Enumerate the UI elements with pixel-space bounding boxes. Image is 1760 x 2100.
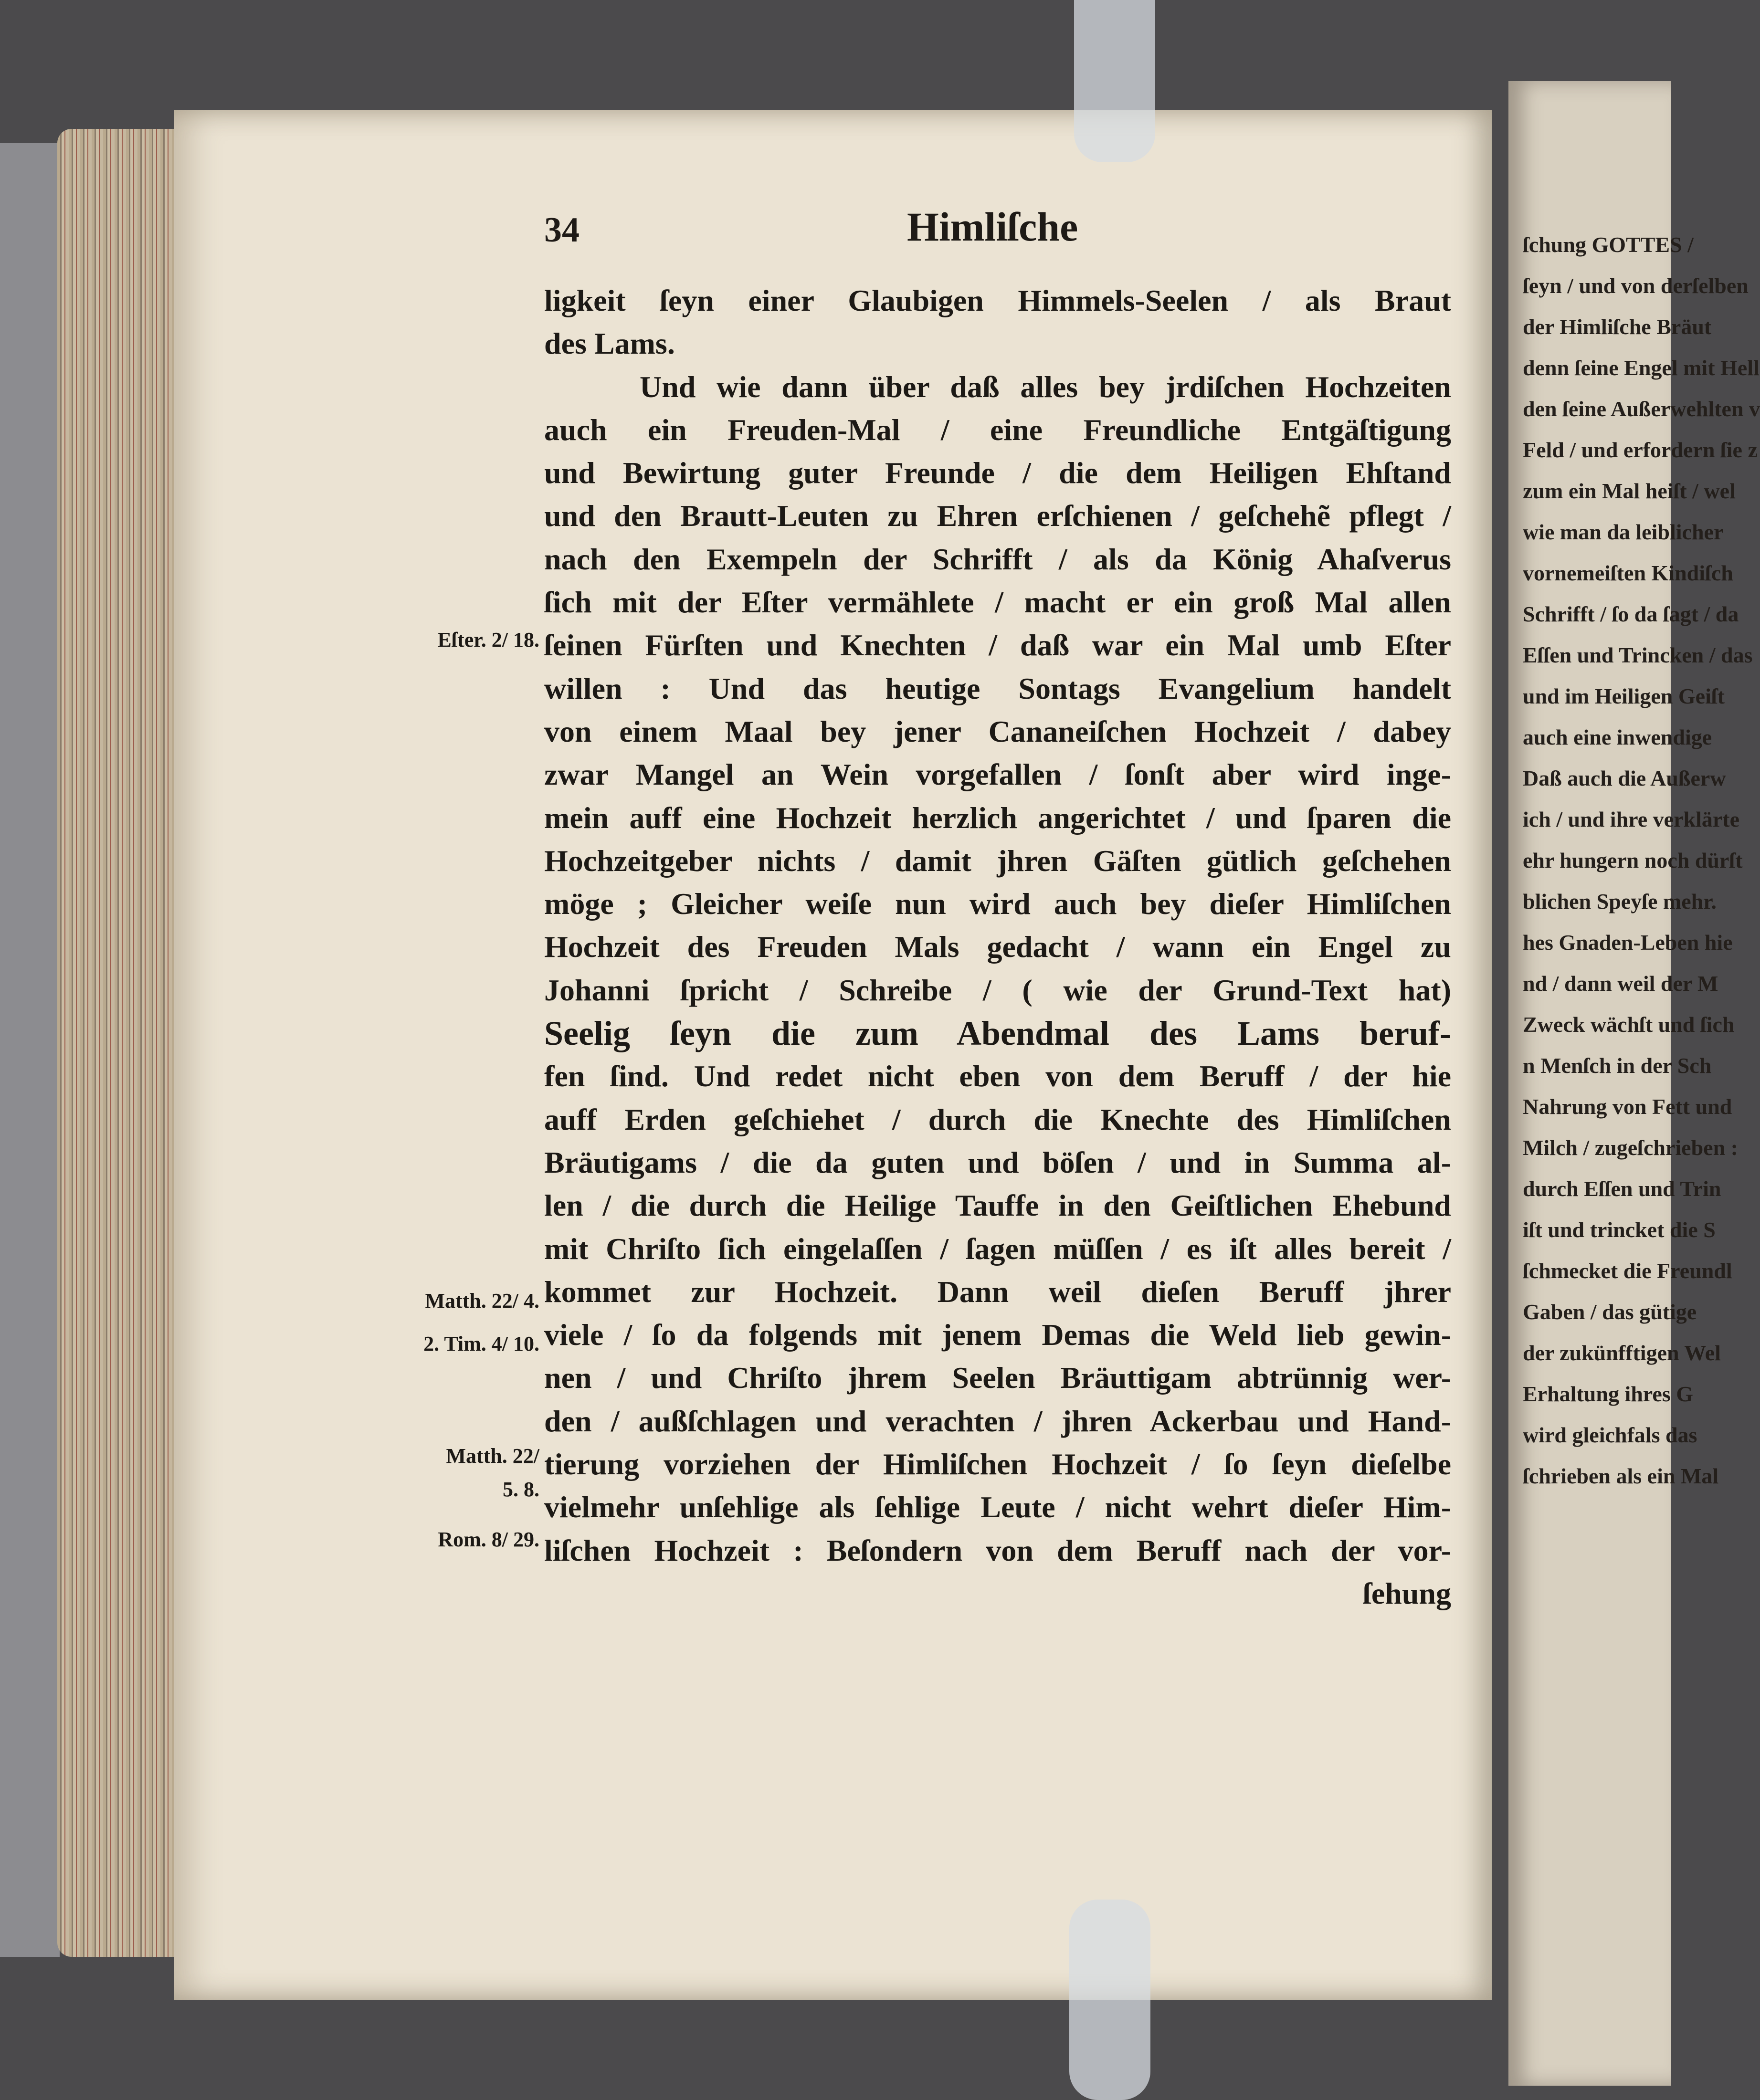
text-line: hes Gnaden-Leben hie [1523,930,1733,955]
text-line: zwar Mangel an Wein vorgefallen / ſonſt aber wird inge- [544,757,1451,792]
text-line: nen / und Chriſto jhrem Seelen Bräuttigam abtrünnig wer- [544,1361,1451,1395]
text-line: liſchen Hochzeit : Beſondern von dem Beruff nach der vor- [544,1533,1451,1567]
text-line: Schrifft / ſo da ſagt / da [1523,602,1739,626]
text-line: Hochzeit des Freuden Mals gedacht / wann ein Engel zu [544,930,1451,964]
text-line: Milch / zugeſchrieben : [1523,1135,1738,1160]
text-line: tierung vorziehen der Himliſchen Hochzeit / ſo ſeyn dieſelbe [544,1447,1451,1481]
text-line: möge ; Gleicher weiſe nun wird auch bey dieſer Himliſchen [544,887,1451,921]
text-line: Daß auch die Außerw [1523,766,1726,790]
text-line: viele / ſo da folgends mit jenem Demas die Weld lieb gewin- [544,1318,1451,1352]
text-line: Gaben / das gütige [1523,1300,1697,1324]
running-head: Himliſche [907,204,1078,250]
margin-note: Matth. 22/ [446,1444,539,1468]
text-line: ich / und ihre verklärte [1523,807,1740,831]
page-holder-clip-bottom [1069,1900,1150,2100]
facing-page-text [1523,224,1760,1497]
text-line: vornemeiſten Kindiſch [1523,561,1733,585]
text-line: iſt und trincket die S [1523,1218,1716,1242]
text-line: Und wie dann über daß alles bey jrdiſchen Hochzeiten [640,369,1451,404]
text-line: nach den Exempeln der Schrifft / als da König Ahaſverus [544,542,1451,576]
text-line: auch eine inwendige [1523,725,1712,749]
margin-note: 5. 8. [503,1478,539,1501]
text-line: Bräutigams / die da guten und böſen / und in Summa al- [544,1145,1451,1179]
book-page-edges [57,129,181,1957]
text-line: und im Heiligen Geiſt [1523,684,1725,708]
text-line: des Lams. [544,326,675,361]
margin-note: Rom. 8/ 29. [438,1528,539,1551]
text-line: der Himliſche Bräut [1523,315,1712,339]
page-body-text [544,279,1451,1615]
scanner-background-strip [0,143,60,1957]
text-line: Hochzeitgeber nichts / damit jhren Gäſten gütlich geſchehen [544,843,1451,878]
text-line: Feld / und erfordern ſie z [1523,438,1758,462]
text-line: len / die durch die Heilige Tauffe in den Geiſtlichen Ehebund [544,1188,1451,1223]
text-line: auch ein Freuden-Mal / eine Freundliche Entgäſtigung [544,412,1451,447]
text-line: n Menſch in der Sch [1523,1053,1712,1078]
text-line: ehr hungern noch dürſt [1523,848,1743,872]
text-line: und Bewirtung guter Freunde / die dem Heiligen Ehſtand [544,456,1451,490]
text-line: kommet zur Hochzeit. Dann weil dieſen Beruff jhrer [544,1274,1451,1309]
text-line: ſich mit der Eſter vermählete / macht er ein groß Mal allen [544,585,1451,620]
text-line: auff Erden geſchiehet / durch die Knechte des Himliſchen [544,1102,1451,1136]
text-line: mit Chriſto ſich eingelaſſen / ſagen müſſen / es iſt alles bereit / [544,1231,1451,1266]
text-line: willen : Und das heutige Sontags Evangelium handelt [544,671,1451,705]
text-line: vielmehr unſehlige als ſehlige Leute / nicht wehrt dieſer Him- [544,1490,1451,1524]
page-holder-clip-top [1074,0,1155,162]
text-line: ſchmecket die Freundl [1523,1259,1732,1283]
text-line: ſeinen Fürſten und Knechten / daß war ein Mal umb Eſter [544,628,1451,662]
text-line: von einem Maal bey jener Cananeiſchen Hochzeit / dabey [544,714,1451,748]
text-line: ſeyn / und von derſelben [1523,273,1749,298]
text-line: nd / dann weil der M [1523,971,1718,996]
text-line: Seelig ſeyn die zum Abendmal des Lams beruf- [544,1014,1451,1053]
text-line: denn ſeine Engel mit Hell [1523,356,1760,380]
margin-note: 2. Tim. 4/ 10. [423,1332,539,1355]
margin-note: Eſter. 2/ 18. [437,628,539,651]
text-line: Johanni ſpricht / Schreibe / ( wie der Grund-Text hat) [544,973,1451,1007]
text-line: den ſeine Außerwehlten v [1523,397,1760,421]
margin-note: Matth. 22/ 4. [425,1289,539,1312]
book-page-right [1508,81,1760,2086]
text-line: zum ein Mal heiſt / wel [1523,479,1736,503]
page-number: 34 [544,210,580,250]
text-line: Erhaltung ihres G [1523,1382,1693,1406]
catchword: ſehung [1363,1576,1451,1610]
text-line: Nahrung von Fett und [1523,1094,1732,1119]
text-line: Zweck wächſt und ſich [1523,1012,1735,1037]
text-line: ſchung GOTTES / [1523,232,1694,257]
text-line: der zukünfftigen Wel [1523,1341,1721,1365]
text-line: den / außſchlagen und verachten / jhren Ackerbau und Hand- [544,1404,1451,1438]
text-line: wird gleichfals das [1523,1423,1697,1447]
text-line: wie man da leiblicher [1523,520,1724,544]
text-line: ſchrieben als ein Mal [1523,1464,1719,1488]
text-line: ligkeit ſeyn einer Glaubigen Himmels-Seelen / als Braut [544,284,1451,317]
text-line: mein auff eine Hochzeit herzlich angerichtet / und ſparen die [544,800,1451,835]
text-line: blichen Speyſe mehr. [1523,889,1717,914]
text-line: und den Brautt-Leuten zu Ehren erſchienen / geſchehẽ pflegt / [544,499,1451,533]
text-line: Eſſen und Trincken / das [1523,643,1753,667]
text-line: durch Eſſen und Trin [1523,1176,1721,1201]
text-line: fen ſind. Und redet nicht eben von dem Beruff / der hie [544,1059,1451,1093]
